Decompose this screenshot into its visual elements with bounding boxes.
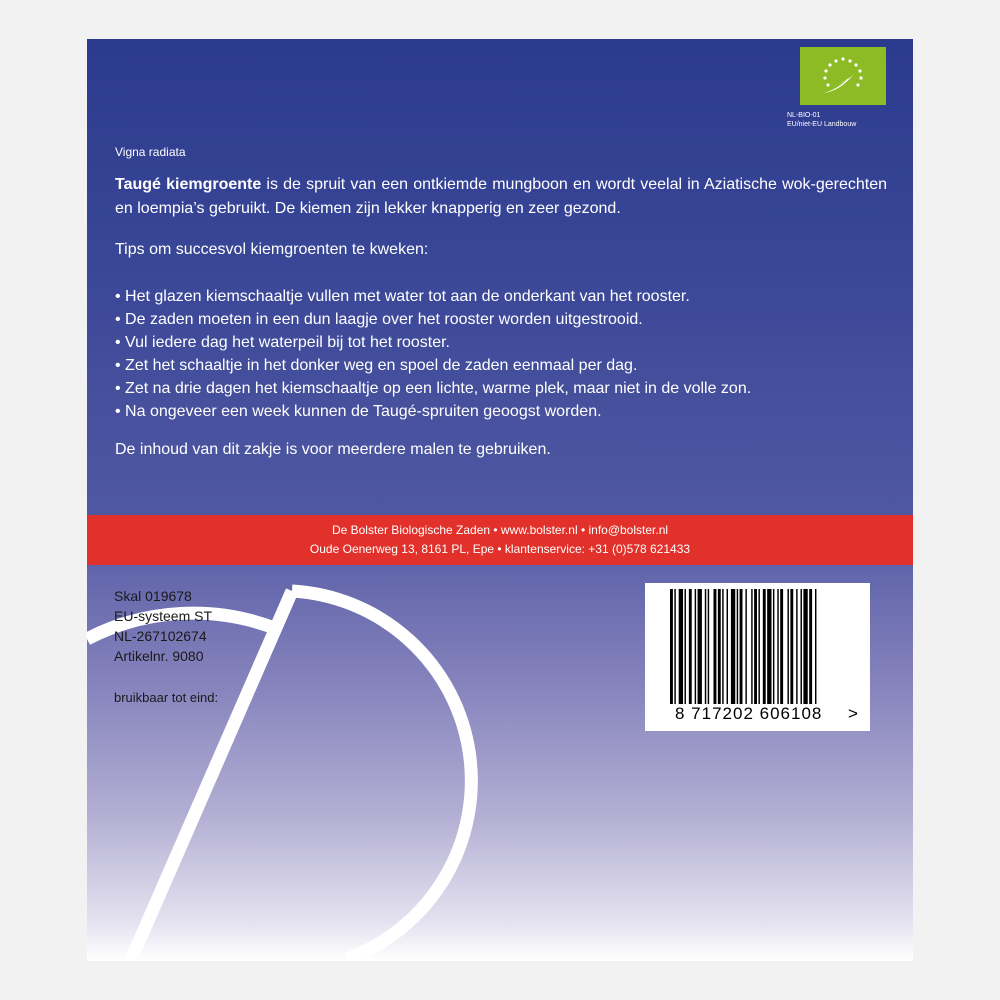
barcode-bar [751, 589, 752, 704]
company-contact: De Bolster Biologische Zaden • www.bolster.nl • info@bolster.nl [331, 523, 669, 537]
tips-heading: Tips om succesvol kiemgroenten te kweken: [115, 241, 429, 258]
eu-system: EU-systeem ST [114, 608, 213, 624]
company-address: Oude Oenerweg 13, 8161 PL, Epe • klantenservice: +31 (0)578 621433 [309, 542, 691, 556]
barcode-bar [727, 589, 728, 704]
barcode-bar [705, 589, 706, 704]
barcode-bars [670, 589, 848, 704]
barcode-bar [731, 589, 735, 704]
barcode-bar [708, 589, 709, 704]
barcode-bar [689, 589, 692, 704]
tip-item: • Het glazen kiemschaaltje vullen met water tot aan de onderkant van het rooster. [115, 285, 887, 308]
skal-code: Skal 019678 [114, 588, 192, 604]
barcode-bar [767, 589, 771, 704]
seed-packet-back [87, 39, 913, 961]
tip-item: • Zet het schaaltje in het donker weg en spoel de zaden eenmaal per dag. [115, 354, 887, 377]
barcode-bar [796, 589, 797, 704]
tip-item: • Zet na drie dagen het kiemschaaltje op een lichte, warme plek, maar niet in de volle zon. [115, 377, 887, 400]
barcode-bar [695, 589, 696, 704]
barcode-bar [763, 589, 766, 704]
barcode-bar [754, 589, 757, 704]
tip-item: • De zaden moeten in een dun laagje over het rooster worden uitgestrooid. [115, 308, 887, 331]
eu-organic-leaf-icon [800, 47, 886, 105]
agriculture-origin: EU/niet-EU Landbouw [787, 121, 857, 128]
barcode-bar [803, 589, 807, 704]
barcode-bar [745, 589, 746, 704]
barcode-bar [718, 589, 721, 704]
barcode-bar [815, 589, 816, 704]
article-number: Artikelnr. 9080 [114, 648, 204, 664]
best-before-label: bruikbaar tot eind: [114, 690, 219, 705]
tip-item: • Na ongeveer een week kunnen de Taugé-spruiten geoogst worden. [115, 400, 887, 423]
barcode-bar [801, 589, 802, 704]
nl-code: NL-267102674 [114, 628, 207, 644]
barcode-bar [679, 589, 683, 704]
eu-organic-logo [800, 47, 886, 105]
barcode-bar [737, 589, 738, 704]
barcode-bar [685, 589, 686, 704]
barcode-digits: 8 717202 606108 [675, 704, 823, 723]
barcode-bar [809, 589, 812, 704]
barcode-bar [780, 589, 783, 704]
barcode-bar [777, 589, 778, 704]
tip-item: • Vul iedere dag het waterpeil bij tot het rooster. [115, 331, 887, 354]
barcode-arrow: > [848, 704, 858, 723]
product-codes [114, 586, 212, 666]
barcode-bar [714, 589, 717, 704]
usage-note: De inhoud van dit zakje is voor meerdere malen te gebruiken. [115, 441, 551, 458]
bio-code: NL-BIO-01 [787, 112, 821, 119]
barcode-bar [758, 589, 759, 704]
barcode-bar [722, 589, 723, 704]
product-description [115, 173, 887, 221]
barcode-bar [790, 589, 793, 704]
barcode-bar [740, 589, 743, 704]
barcode-bar [698, 589, 702, 704]
barcode-bar [674, 589, 675, 704]
product-name: Taugé kiemgroente [115, 176, 262, 193]
barcode-bar [787, 589, 788, 704]
barcode-bar [670, 589, 673, 704]
barcode-bar [773, 589, 774, 704]
latin-name: Vigna radiata [115, 145, 186, 159]
barcode [645, 583, 870, 731]
certification-codes [787, 111, 907, 129]
company-info-band [87, 515, 913, 565]
tips-list [115, 285, 887, 423]
product-description-text: is de spruit van een ontkiemde mungboon en wordt veelal in Aziatische wok-gerechten en loempia’s gebruikt. De kiemen zijn lekker knapperig en zeer gezond. [115, 176, 888, 217]
